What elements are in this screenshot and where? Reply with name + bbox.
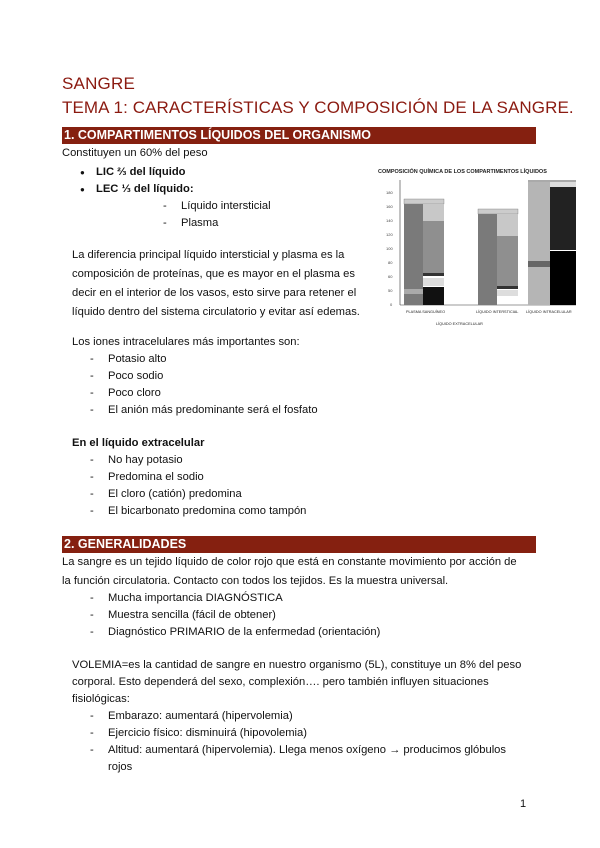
- list-item: No hay potasio: [108, 454, 183, 466]
- section-1-header: 1. COMPARTIMENTOS LÍQUIDOS DEL ORGANISMO: [62, 127, 536, 144]
- extracellular-heading: En el líquido extracelular: [72, 437, 205, 449]
- sub-item: Líquido intersticial: [181, 200, 271, 212]
- chart-category: LÍQUIDO INTERSTICIAL: [476, 310, 519, 314]
- svg-text:50: 50: [388, 288, 393, 293]
- intracellular-heading: Los iones intracelulares más importantes son:: [72, 336, 300, 348]
- dash-icon: -: [90, 592, 94, 604]
- list-item: El cloro (catión) predomina: [108, 488, 242, 500]
- paragraph-line: La sangre es un tejido líquido de color rojo que está en constante movimiento por acción de: [62, 556, 517, 568]
- section-2-header: 2. GENERALIDADES: [62, 536, 536, 553]
- svg-text:140: 140: [386, 218, 393, 223]
- document-title: SANGRE: [62, 74, 135, 93]
- dash-icon: -: [90, 626, 94, 638]
- list-item: Diagnóstico PRIMARIO de la enfermedad (orientación): [108, 626, 381, 638]
- dash-icon: -: [90, 471, 94, 483]
- list-item: El anión más predominante será el fosfato: [108, 404, 318, 416]
- svg-text:0: 0: [390, 302, 393, 307]
- list-item: Mucha importancia DIAGNÓSTICA: [108, 592, 283, 604]
- volemia-line: VOLEMIA=es la cantidad de sangre en nuestro organismo (5L), constituye un 8% del peso: [72, 659, 522, 671]
- chart-category: LÍQUIDO INTRACELULAR: [526, 310, 572, 314]
- svg-text:60: 60: [388, 274, 393, 279]
- bullet-icon: ●: [80, 168, 85, 177]
- list-item: Muestra sencilla (fácil de obtener): [108, 609, 276, 621]
- list-item: Predomina el sodio: [108, 471, 204, 483]
- list-item: Poco cloro: [108, 387, 161, 399]
- dash-icon: -: [90, 609, 94, 621]
- volemia-line: fisiológicas:: [72, 693, 130, 705]
- svg-text:100: 100: [386, 246, 393, 251]
- volemia-line: corporal. Esto dependerá del sexo, complexión…. pero también influyen situaciones: [72, 676, 489, 688]
- lec-item: LEC ⅓ del líquido:: [96, 183, 194, 195]
- dash-icon: -: [90, 404, 94, 416]
- list-item: El bicarbonato predomina como tampón: [108, 505, 307, 517]
- dash-icon: -: [90, 488, 94, 500]
- dash-icon: -: [90, 744, 94, 756]
- dash-icon: -: [90, 370, 94, 382]
- paragraph-line: composición de proteínas, que es mayor en el plasma es: [72, 268, 355, 280]
- svg-text:160: 160: [386, 204, 393, 209]
- sub-item: Plasma: [181, 217, 219, 229]
- list-item: Ejercicio físico: disminuirá (hipovolemia): [108, 727, 307, 739]
- paragraph-line: La diferencia principal líquido intersticial y plasma es la: [72, 249, 345, 261]
- svg-text:180: 180: [386, 190, 393, 195]
- svg-text:80: 80: [388, 260, 393, 265]
- paragraph-line: la función circulatoria. Contacto con todos los tejidos. Es la muestra universal.: [62, 575, 449, 587]
- section-1-intro: Constituyen un 60% del peso: [62, 147, 208, 159]
- list-item: Potasio alto: [108, 353, 167, 365]
- dash-icon: -: [163, 200, 167, 212]
- dash-icon: -: [90, 727, 94, 739]
- dash-icon: -: [90, 710, 94, 722]
- list-item-continuation: rojos: [108, 761, 133, 773]
- dash-icon: -: [90, 353, 94, 365]
- chart-title: COMPOSICIÓN QUÍMICA DE LOS COMPARTIMENTOS LÍQUIDOS: [378, 169, 547, 175]
- dash-icon: -: [90, 454, 94, 466]
- list-item: Altitud: aumentará (hipervolemia). Llega menos oxígeno → producimos glóbulos: [108, 744, 506, 756]
- list-item: Embarazo: aumentará (hipervolemia): [108, 710, 293, 722]
- dash-icon: -: [90, 387, 94, 399]
- lic-item: LIC ⅔ del líquido: [96, 166, 186, 178]
- svg-text:120: 120: [386, 232, 393, 237]
- chart-xlabel: LÍQUIDO EXTRACELULAR: [436, 322, 483, 326]
- dash-icon: -: [90, 505, 94, 517]
- paragraph-line: decir en el interior de los vasos, esto sirve para retener el: [72, 287, 357, 299]
- chart-category: PLASMA SANGUÍNEO: [406, 310, 446, 314]
- bullet-icon: ●: [80, 185, 85, 194]
- page-number: 1: [520, 798, 527, 810]
- composition-chart: [376, 165, 576, 330]
- paragraph-line: líquido dentro del sistema circulatorio y evitar así edemas.: [72, 306, 360, 318]
- list-item: Poco sodio: [108, 370, 164, 382]
- dash-icon: -: [163, 217, 167, 229]
- topic-title: TEMA 1: CARACTERÍSTICAS Y COMPOSICIÓN DE LA SANGRE.: [62, 98, 574, 117]
